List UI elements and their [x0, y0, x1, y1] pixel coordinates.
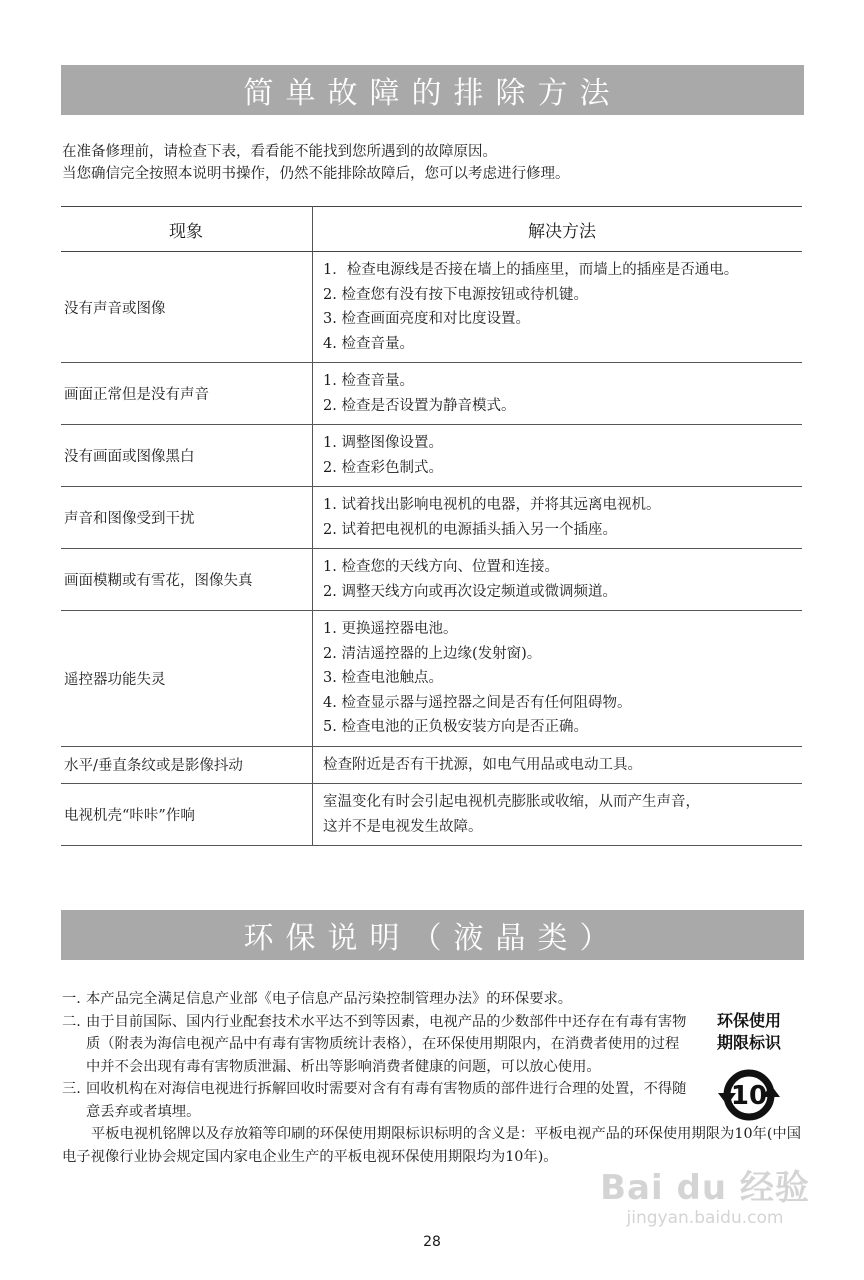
solution-step: 2. 清洁遥控器的上边缘(发射窗)。	[323, 645, 542, 662]
environment-item	[62, 988, 802, 1011]
symptom-cell: 遥控器功能失灵	[61, 611, 313, 747]
solution-cell	[313, 746, 803, 784]
solution-step: 1. 更换遥控器电池。	[323, 621, 458, 637]
solution-step: 2. 检查彩色制式。	[323, 459, 443, 476]
item-number: 三.	[62, 1081, 81, 1097]
solution-step: 这并不是电视发生故障。	[323, 818, 483, 835]
solution-cell	[313, 363, 803, 425]
table-row	[61, 611, 802, 747]
watermark-url: jingyan.baidu.com	[626, 1208, 784, 1228]
solution-step: 3. 检查画面亮度和对比度设置。	[323, 311, 530, 327]
item-text: 回收机构在对海信电视进行拆解回收时需要对含有有毒有害物质的部件进行合理的处置，不得随意丢弃或者填埋。	[86, 1081, 687, 1120]
table-row	[61, 784, 802, 846]
watermark-brand: Bai du 经验	[600, 1168, 810, 1208]
symptom-cell: 画面正常但是没有声音	[61, 363, 313, 425]
environment-title: 环保说明（液晶类）	[61, 910, 804, 960]
solution-step: 检查附近是否有干扰源，如电气用品或电动工具。	[323, 756, 642, 773]
environment-item	[62, 1011, 802, 1079]
solution-step: 4. 检查显示器与遥控器之间是否有任何阻碍物。	[323, 694, 632, 711]
item-text: 本产品完全满足信息产业部《电子信息产品污染控制管理办法》的环保要求。	[86, 991, 573, 1007]
solution-step: 2. 检查您有没有按下电源按钮或待机键。	[323, 286, 588, 303]
symptom-cell: 电视机壳“咔咔”作响	[61, 784, 313, 846]
environment-section	[62, 988, 802, 1182]
solution-step: 2. 调整天线方向或再次设定频道或微调频道。	[323, 583, 617, 600]
table-row	[61, 363, 802, 425]
solution-step: 1. 检查音量。	[323, 373, 414, 389]
solution-step: 1. 检查您的天线方向、位置和连接。	[323, 559, 559, 575]
solution-step: 5. 检查电池的正负极安装方向是否正确。	[323, 719, 588, 735]
symptom-cell: 声音和图像受到干扰	[61, 487, 313, 549]
solution-cell	[313, 784, 803, 846]
solution-step: 2. 检查是否设置为静音模式。	[323, 397, 516, 414]
troubleshooting-table	[61, 206, 802, 846]
item-text: 由于目前国际、国内行业配套技术水平达不到等因素，电视产品的少数部件中还存在有毒有害物质（附表为海信电视产品中有毒有害物质统计表格），在环保使用期限内，在消费者使用的过程中并不会出现有毒有害物质泄漏、析出等影响消费者健康的问题，可以放心使用。	[86, 1013, 687, 1075]
solution-step: 3. 检查电池触点。	[323, 670, 443, 686]
solution-step: 室温变化有时会引起电视机壳膨胀或收缩，从而产生声音，	[323, 794, 700, 810]
solution-step: 2. 试着把电视机的电源插头插入另一个插座。	[323, 521, 617, 538]
symptom-header: 现象	[61, 207, 313, 252]
eco-period-mark	[704, 1010, 794, 1130]
solution-cell	[313, 425, 803, 487]
symptom-cell: 没有声音或图像	[61, 252, 313, 363]
solution-header: 解决方法	[313, 207, 803, 252]
mark-label-line1: 环保使用	[716, 1011, 781, 1030]
solution-step: 1．检查电源线是否接在墙上的插座里，而墙上的插座是否通电。	[323, 262, 739, 278]
solution-cell	[313, 487, 803, 549]
table-row	[61, 746, 802, 784]
symptom-cell: 没有画面或图像黑白	[61, 425, 313, 487]
item-number: 二.	[62, 1013, 81, 1030]
symptom-cell: 画面模糊或有雪花，图像失真	[61, 549, 313, 611]
recycle-period-icon	[714, 1060, 784, 1130]
environment-paragraph: 平板电视机铭牌以及存放箱等印刷的环保使用期限标识标明的含义是：平板电视产品的环保使用期限为10年(中国电子视像行业协会规定国内家电企业生产的平板电视环保使用期限均为10年)。	[62, 1126, 802, 1165]
baidu-watermark	[590, 1168, 820, 1228]
intro-text	[62, 141, 570, 185]
mark-label-line2: 期限标识	[716, 1033, 781, 1052]
table-row	[61, 252, 802, 363]
environment-item	[62, 1078, 802, 1123]
solution-cell	[313, 611, 803, 747]
table-body	[61, 252, 802, 846]
intro-line: 当您确信完全按照本说明书操作，仍然不能排除故障后，您可以考虑进行修理。	[62, 166, 570, 182]
solution-step: 4. 检查音量。	[323, 335, 414, 352]
troubleshooting-title: 简单故障的排除方法	[61, 65, 804, 115]
solution-cell	[313, 252, 803, 363]
solution-cell	[313, 549, 803, 611]
solution-step: 1. 试着找出影响电视机的电器，并将其远离电视机。	[323, 497, 661, 513]
intro-line: 在准备修理前，请检查下表，看看能不能找到您所遇到的故障原因。	[62, 144, 497, 160]
table-row	[61, 487, 802, 549]
table-row	[61, 425, 802, 487]
table-row	[61, 549, 802, 611]
page-number: 28	[423, 1234, 441, 1250]
solution-step: 1. 调整图像设置。	[323, 435, 443, 451]
mark-years: 10	[730, 1081, 768, 1111]
table-header-row	[61, 207, 802, 252]
item-number: 一.	[62, 991, 81, 1007]
symptom-cell: 水平/垂直条纹或是影像抖动	[61, 746, 313, 784]
